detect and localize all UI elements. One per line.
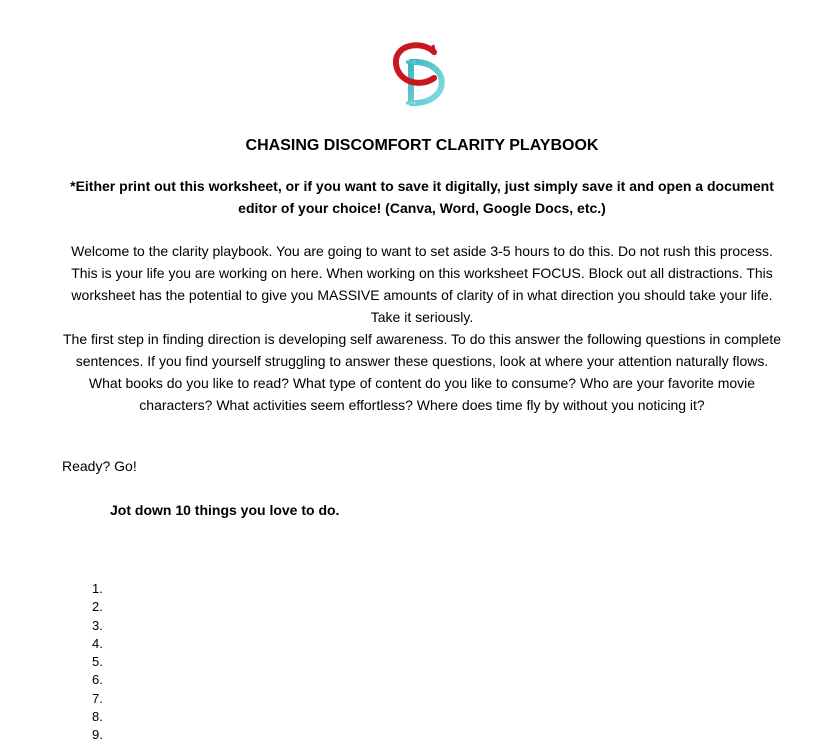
list-item[interactable]: 4.	[92, 635, 103, 651]
question-prompt: Jot down 10 things you love to do.	[110, 502, 340, 518]
instruction-note: *Either print out this worksheet, or if you want to save it digitally, just simply save it and open a document editor of your choice! (Canva, Word, Google Docs, etc.)	[70, 178, 774, 216]
list-item[interactable]: 3.	[92, 617, 103, 633]
list-item[interactable]: 7.	[92, 690, 103, 706]
cd-logo	[390, 40, 456, 108]
list-item[interactable]: 2.	[92, 599, 103, 615]
intro-paragraph: Welcome to the clarity playbook. You are going to want to set aside 3-5 hours to do this. Do not rush this process. This is your life you are working on here. When working on this worksheet FOCUS. Block out all distractions. This worksheet has the potential to give you MASSIVE amounts of clarity of in what direction you should take your life. Take it seriously.	[71, 243, 773, 325]
ready-text: Ready? Go!	[62, 458, 137, 474]
answer-list	[92, 580, 103, 745]
list-item[interactable]: 5.	[92, 654, 103, 670]
document-title: CHASING DISCOMFORT CLARITY PLAYBOOK	[245, 137, 599, 154]
list-item[interactable]: 1.	[92, 581, 103, 596]
list-item[interactable]: 6.	[92, 672, 103, 688]
list-item[interactable]: 8.	[92, 709, 103, 725]
list-item[interactable]: 9.	[92, 727, 103, 743]
self-awareness-paragraph: The first step in finding direction is developing self awareness. To do this answer the following questions in complete sentences. If you find yourself struggling to answer these questions, look at where your attention naturally flows. What books do you like to read? What type of content do you like to consume? Who are your favorite movie characters? What activities seem effortless? Where does time fly by without you noticing it?	[62, 331, 782, 413]
